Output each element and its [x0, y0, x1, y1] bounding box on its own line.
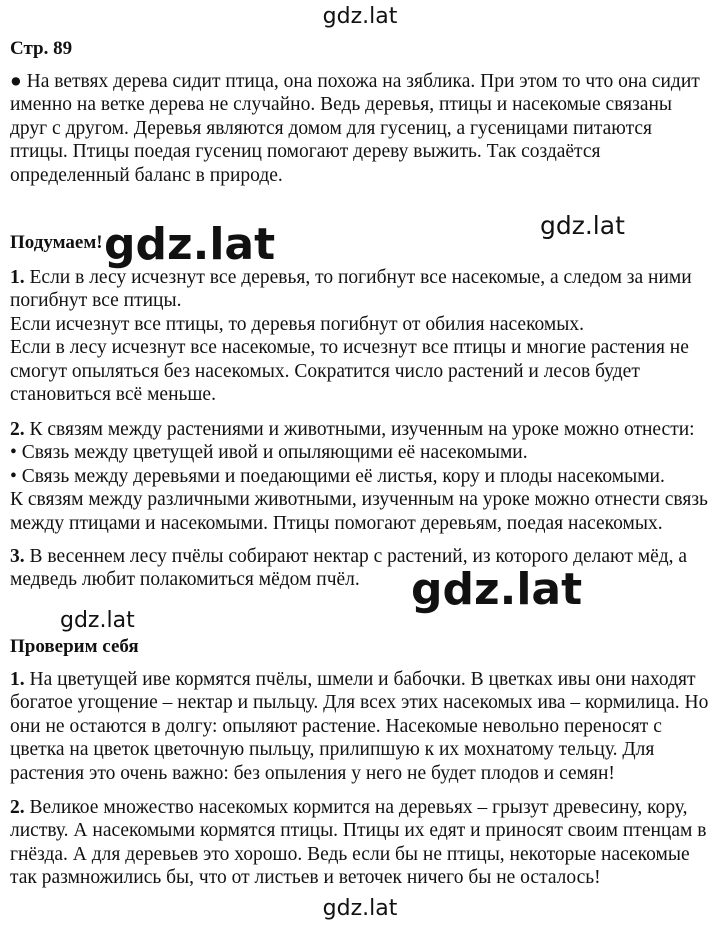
watermark-right: gdz.lat: [540, 211, 625, 240]
watermark-top: gdz.lat: [322, 4, 398, 29]
think-answer-2-bullet1: • Связь между цветущей ивой и опыляющими её насекомыми.: [10, 442, 528, 464]
watermark-large-left: gdz.lat: [104, 219, 276, 270]
watermark-large-center: gdz.lat: [411, 564, 583, 615]
watermark-bottom: gdz.lat: [322, 896, 398, 921]
check-heading: Проверим себя: [10, 636, 139, 657]
think-answer-1-line3: Если в лесу исчезнут все насекомые, то исчезнут все птицы и многие растения не смогут опыляться без насекомых. Сократится число растений и лесов будет становиться всё меньше.: [10, 337, 689, 406]
think-answer-1: [10, 266, 710, 406]
answer-text: Если в лесу исчезнут все деревья, то погибнут все насекомые, а следом за ними погибнут все птицы.: [10, 267, 692, 312]
think-heading: Подумаем!: [10, 232, 103, 253]
think-answer-1-line1: [10, 266, 710, 313]
answer-text: К связям между растениями и животными, изученным на уроке можно отнести:: [24, 419, 695, 440]
answer-text: Великое множество насекомых кормится на деревьях – грызут древесину, кору, листву. А насекомыми кормятся птицы. Птицы их едят и приносят своим птенцам в гнёзда. А для деревьев это хорошо. Ведь если бы не птицы, некоторые насекомые так размножились бы, что от листьев и веточек ничего бы не осталось!: [10, 797, 707, 889]
answer-text: В весеннем лесу пчёлы собирают нектар с растений, из которого делают мёд, а медведь любит полакомиться мёдом пчёл.: [10, 546, 688, 591]
answer-text: На цветущей иве кормятся пчёлы, шмели и бабочки. В цветках ивы они находят богатое угощение – нектар и пыльцу. Для всех этих насекомых ива – кормилица. Но они не остаются в долгу: опыляют растение. Насекомые невольно переносят с цветка на цветок цветочную пыльцу, прилипшую к их мохнатому тельцу. Для растения это очень важно: без опыления у него не будет плодов и семян!: [10, 669, 709, 784]
answer-number: 1.: [10, 669, 25, 690]
page-heading: Стр. 89: [10, 38, 73, 59]
check-answer-1: [10, 668, 710, 785]
think-answer-2-line1: [10, 418, 710, 441]
intro-paragraph: ● На ветвях дерева сидит птица, она похожа на зяблика. При этом то что она сидит именно на ветке дерева не случайно. Ведь деревья, птицы и насекомые связаны друг с другом. Деревья являются домом для гусениц, а гусеницами питаются птицы. Птицы поедая гусениц помогают дереву выжить. Так создаётся определенный баланс в природе.: [10, 71, 700, 186]
answer-number: 2.: [10, 797, 25, 818]
think-answer-1-line2: Если исчезнут все птицы, то деревья погибнут от обилия насекомых.: [10, 313, 585, 335]
answer-number: 2.: [10, 419, 25, 440]
answer-number: 1.: [10, 267, 25, 288]
think-answer-3: [10, 545, 710, 592]
think-answer-2: [10, 418, 710, 535]
watermark-small-left: gdz.lat: [60, 608, 135, 633]
answer-number: 3.: [10, 546, 25, 567]
think-answer-2-line2: К связям между различными животными, изученным на уроке можно отнести связь между птицами и насекомыми. Птицы помогают деревьям, поедая насекомых.: [10, 489, 708, 534]
check-answer-2: [10, 796, 710, 890]
think-answer-2-bullet2: • Связь между деревьями и поедающими её листья, кору и плоды насекомыми.: [10, 465, 665, 487]
